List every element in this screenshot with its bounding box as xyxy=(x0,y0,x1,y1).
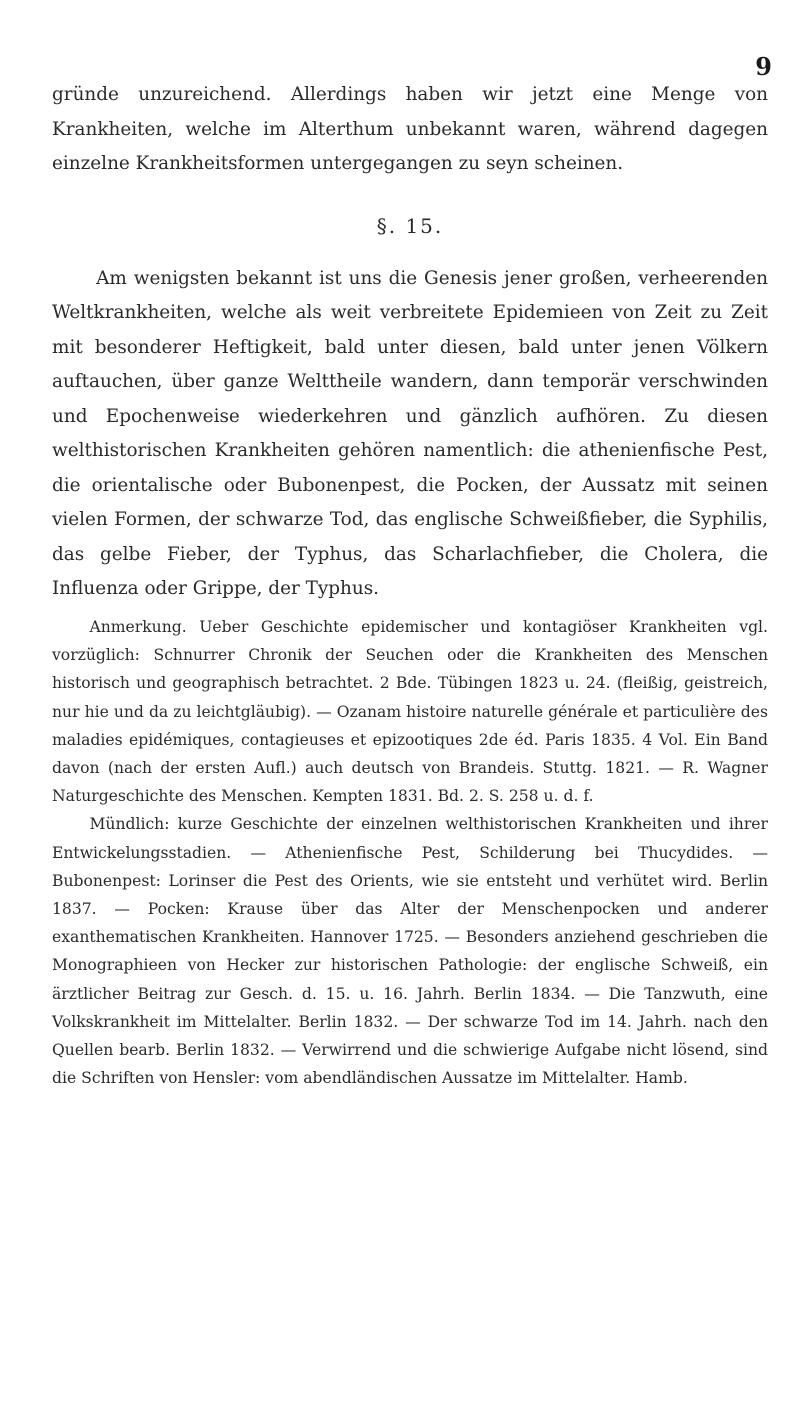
page-number: 9 xyxy=(755,52,772,81)
section-title: §. 15. xyxy=(376,213,444,238)
page-content xyxy=(52,78,768,1092)
oral-notes-paragraph: Mündlich: kurze Geschichte der einzelnen welthistorischen Krankheiten und ihrer Entwickelungsstadien. — Athenienfische Pest, Schilderung bei Thucydides. — Bubonenpest: Lorinser die Pest des Orients, wie sie entsteht und verhütet wird. Berlin 1837. — Pocken: Krause über das Alter der Menschenpocken und anderer exanthematischen Krankheiten. Hannover 1725. — Besonders anziehend geschrieben die Monographieen von Hecker zur historischen Pathologie: der englische Schweiß, ein ärztlicher Beitrag zur Gesch. d. 15. u. 16. Jahrh. Berlin 1834. — Die Tanzwuth, eine Volkskrankheit im Mittelalter. Berlin 1832. — Der schwarze Tod im 14. Jahrh. nach den Quellen bearb. Berlin 1832. — Verwirrend und die schwierige Aufgabe nicht lösend, sind die Schriften von Hensler: vom abendländischen Aussatze im Mittelalter. Hamb. xyxy=(52,815,768,1088)
intro-paragraph: gründe unzureichend. Allerdings haben wir jetzt eine Menge von Krankheiten, welche im Alterthum unbekannt waren, während dagegen einzelne Krankheitsformen untergegangen zu seyn scheinen. xyxy=(52,84,768,174)
main-paragraph: Am wenigsten bekannt ist uns die Genesis jener großen, verheerenden Weltkrankheiten, welche als weit verbreitete Epidemieen von Zeit zu Zeit mit besonderer Heftigkeit, bald unter diesen, bald unter jenen Völkern auftauchen, über ganze Welttheile wandern, dann temporär verschwinden und Epochenweise wiederkehren und gänzlich aufhören. Zu diesen welthistorischen Krankheiten gehören namentlich: die athenienfische Pest, die orientalische oder Bubonenpest, die Pocken, der Aussatz mit seinen vielen Formen, der schwarze Tod, das englische Schweißfieber, die Syphilis, das gelbe Fieber, der Typhus, das Scharlachfieber, die Cholera, die Influenza oder Grippe, der Typhus. xyxy=(52,267,768,600)
annotation-paragraph: Anmerkung. Ueber Geschichte epidemischer und kontagiöser Krankheiten vgl. vorzüglich: Schnurrer Chronik der Seuchen oder die Krankheiten des Menschen historisch und geographisch betrachtet. 2 Bde. Tübingen 1823 u. 24. (fleißig, geistreich, nur hie und da zu leichtgläubig). — Ozanam histoire naturelle générale et particulière des maladies epidémiques, contagieuses et epizootiques 2de éd. Paris 1835. 4 Vol. Ein Band davon (nach der ersten Aufl.) auch deutsch von Brandeis. Stuttg. 1821. — R. Wagner Naturgeschichte des Menschen. Kempten 1831. Bd. 2. S. 258 u. d. f. xyxy=(52,617,768,806)
